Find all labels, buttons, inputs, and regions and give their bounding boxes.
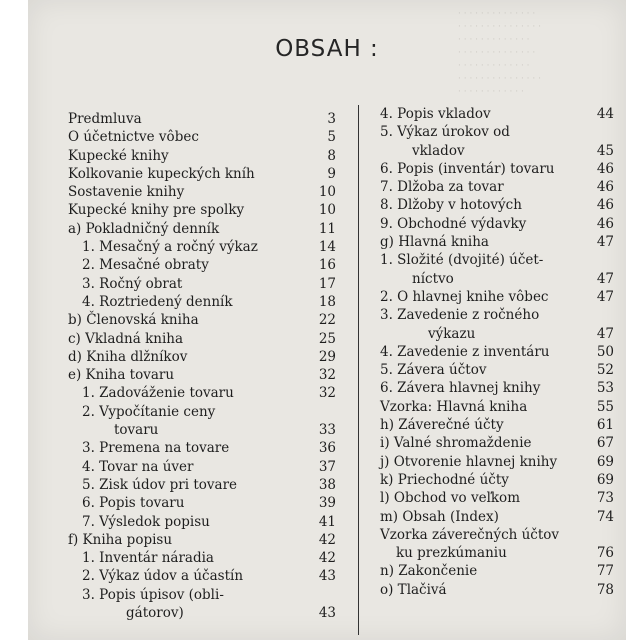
toc-entry-page: 45 xyxy=(596,142,614,159)
toc-entry-page: 46 xyxy=(596,179,614,196)
toc-entry-page: 47 xyxy=(596,325,614,342)
toc-entry-page: 29 xyxy=(318,348,336,365)
toc-entry-title: 2. O hlavnej knihe vôbec xyxy=(380,288,549,305)
toc-entry-title: Predmluva xyxy=(68,111,142,127)
toc-entry xyxy=(68,220,342,238)
toc-entry-page: 43 xyxy=(318,605,336,622)
toc-entry xyxy=(352,434,614,452)
toc-entry-title: 1. Mesačný a ročný výkaz xyxy=(82,239,258,256)
toc-entry-title: j) Otvorenie hlavnej knihy xyxy=(380,453,558,470)
toc-entry xyxy=(352,471,614,489)
toc-entry xyxy=(68,128,342,146)
toc-entry-title: 5. Výkaz úrokov od xyxy=(380,124,510,141)
toc-entry xyxy=(352,178,614,196)
toc-entry xyxy=(68,238,342,256)
toc-entry xyxy=(352,581,614,599)
toc-entry-title: tovaru xyxy=(114,422,159,439)
toc-entry xyxy=(352,288,614,306)
toc-entry-page: 22 xyxy=(318,312,336,329)
toc-entry-title: 2. Mesačné obraty xyxy=(82,257,209,274)
toc-entry xyxy=(352,343,614,361)
toc-entry-page: 73 xyxy=(596,490,614,507)
toc-entry-title: Kupecké knihy pre spolky xyxy=(68,202,245,219)
toc-entry-page: 9 xyxy=(327,165,336,182)
toc-entry-title: 1. Složité (dvojité) účet- xyxy=(380,252,544,269)
toc-entry-title: 4. Roztriedený denník xyxy=(82,293,233,310)
toc-entry-title: 2. Výkaz údov a účastín xyxy=(82,568,244,585)
toc-entry xyxy=(68,275,342,293)
toc-entry xyxy=(352,233,614,251)
toc-entry xyxy=(68,476,342,494)
toc-entry-title: 3. Premena na tovare xyxy=(82,440,230,457)
bleed-through-text: · · · · · · · · · · · · · · · · · · · · · · · · · · · · · · · · · · · · · · · · · · · · · · · · · · · · · · · · · · · · · · · · · · · · · · · · · · · · · · · · · · · · · · · · · · · · · · · · xyxy=(458,9,541,97)
toc-entry xyxy=(352,361,614,379)
toc-entry xyxy=(68,421,342,439)
toc-entry-title: e) Kniha tovaru xyxy=(68,367,175,384)
toc-entry xyxy=(352,416,614,434)
toc-entry-title: 7. Výsledok popisu xyxy=(82,513,210,530)
toc-entry xyxy=(352,196,614,214)
toc-entry-page: 50 xyxy=(596,343,614,360)
toc-entry-page: 37 xyxy=(318,458,336,475)
toc-entry-title: 4. Popis vkladov xyxy=(380,106,491,122)
toc-entry-title: 6. Popis tovaru xyxy=(82,495,185,512)
toc-entry-title: l) Obchod vo veľkom xyxy=(380,490,520,507)
toc-entry-title: g) Hlavná kniha xyxy=(380,234,489,251)
toc-entry-title: n) Zakončenie xyxy=(380,563,478,580)
toc-entry-title: f) Kniha popisu xyxy=(68,531,173,548)
toc-entry-title: d) Kniha dlžníkov xyxy=(68,348,188,365)
toc-entry xyxy=(68,110,342,128)
toc-entry-title: gátorov) xyxy=(126,605,184,622)
toc-entry xyxy=(68,348,342,366)
toc-entry-page: 53 xyxy=(596,380,614,397)
toc-entry-page: 10 xyxy=(318,184,336,201)
toc-left-column xyxy=(68,110,342,622)
page-title: OBSAH : xyxy=(275,36,379,62)
toc-entry xyxy=(68,147,342,165)
toc-entry-page: 11 xyxy=(318,220,336,237)
toc-entry-title: O účetnictve vôbec xyxy=(68,129,199,146)
toc-entry-title: 6. Závera hlavnej knihy xyxy=(380,380,541,397)
toc-entry-title: 3. Ročný obrat xyxy=(82,275,183,292)
toc-entry-page: 36 xyxy=(318,440,336,457)
toc-entry-title: níctvo xyxy=(412,270,454,287)
toc-entry-page: 55 xyxy=(596,398,614,415)
toc-entry-title: vkladov xyxy=(412,142,465,159)
toc-entry-page: 39 xyxy=(318,495,336,512)
toc-entry xyxy=(352,544,614,562)
toc-entry xyxy=(68,183,342,201)
toc-entry xyxy=(68,567,342,585)
toc-entry-page: 61 xyxy=(596,417,614,434)
toc-entry-page: 42 xyxy=(318,531,336,548)
toc-entry-title: i) Valné shromaždenie xyxy=(380,435,532,452)
toc-entry xyxy=(68,201,342,219)
toc-entry xyxy=(352,306,614,324)
toc-entry xyxy=(352,489,614,507)
toc-entry-title: h) Záverečné účty xyxy=(380,417,504,434)
toc-entry xyxy=(68,256,342,274)
toc-entry-page: 67 xyxy=(596,435,614,452)
toc-entry xyxy=(68,330,342,348)
toc-entry-page: 46 xyxy=(596,160,614,177)
toc-entry-page: 74 xyxy=(596,508,614,525)
toc-entry-title: 5. Závera účtov xyxy=(380,362,487,379)
toc-entry-page: 33 xyxy=(318,422,336,439)
toc-entry xyxy=(68,384,342,402)
toc-entry-title: c) Vkladná kniha xyxy=(68,330,184,347)
toc-entry-page: 47 xyxy=(596,288,614,305)
toc-entry-page: 32 xyxy=(318,367,336,384)
toc-entry-page: 69 xyxy=(596,453,614,470)
toc-entry xyxy=(352,562,614,580)
toc-entry-page: 8 xyxy=(327,147,336,164)
toc-entry-title: ku prezkúmaniu xyxy=(396,545,507,562)
toc-entry-page: 14 xyxy=(318,239,336,256)
toc-entry-page: 76 xyxy=(596,545,614,562)
toc-entry-page: 16 xyxy=(318,257,336,274)
toc-entry-title: Sostavenie knihy xyxy=(68,184,185,201)
toc-entry-title: 3. Popis úpisov (obli- xyxy=(82,586,224,603)
toc-right-column xyxy=(352,105,614,599)
toc-entry-title: 6. Popis (inventár) tovaru xyxy=(380,160,555,177)
toc-entry xyxy=(352,325,614,343)
toc-entry-title: 7. Dlžoba za tovar xyxy=(380,179,504,196)
toc-entry-title: 5. Zisk údov pri tovare xyxy=(82,476,238,493)
toc-entry xyxy=(68,549,342,567)
toc-entry-page: 69 xyxy=(596,471,614,488)
toc-entry-title: 1. Zadováženie tovaru xyxy=(82,385,234,402)
toc-entry-title: 4. Tovar na úver xyxy=(82,458,194,475)
toc-entry xyxy=(68,604,342,622)
toc-entry xyxy=(352,105,614,123)
toc-entry-title: o) Tlačivá xyxy=(380,581,447,598)
toc-entry-title: Vzorka: Hlavná kniha xyxy=(380,398,528,415)
toc-entry-page: 5 xyxy=(327,129,336,146)
toc-entry-page: 38 xyxy=(318,476,336,493)
toc-entry xyxy=(352,215,614,233)
toc-entry-page: 47 xyxy=(596,270,614,287)
toc-entry-page: 47 xyxy=(596,234,614,251)
toc-entry-title: 2. Vypočítanie ceny xyxy=(82,403,216,420)
book-page xyxy=(28,0,626,640)
toc-entry xyxy=(68,513,342,531)
toc-entry-page: 42 xyxy=(318,550,336,567)
toc-entry-page: 78 xyxy=(596,581,614,598)
toc-entry-title: Kolkovanie kupeckých kníh xyxy=(68,165,255,182)
toc-entry-page: 46 xyxy=(596,215,614,232)
toc-entry xyxy=(352,160,614,178)
toc-entry-page: 77 xyxy=(596,563,614,580)
toc-entry-title: a) Pokladničný denník xyxy=(68,220,220,237)
toc-entry-page: 10 xyxy=(318,202,336,219)
toc-entry-title: 9. Obchodné výdavky xyxy=(380,215,527,232)
toc-entry-page: 3 xyxy=(327,111,336,127)
toc-entry xyxy=(68,311,342,329)
toc-entry-title: Kupecké knihy xyxy=(68,147,169,164)
toc-entry xyxy=(68,293,342,311)
toc-entry-page: 44 xyxy=(596,106,614,122)
toc-entry-title: b) Členovská kniha xyxy=(68,312,199,329)
toc-entry xyxy=(68,403,342,421)
toc-entry-page: 41 xyxy=(318,513,336,530)
toc-entry xyxy=(352,526,614,544)
toc-entry xyxy=(68,458,342,476)
toc-entry-page: 32 xyxy=(318,385,336,402)
toc-entry-page: 18 xyxy=(318,293,336,310)
toc-entry xyxy=(68,366,342,384)
toc-entry xyxy=(352,453,614,471)
toc-entry xyxy=(352,270,614,288)
toc-entry-title: Vzorka záverečných účtov xyxy=(380,526,560,543)
toc-entry xyxy=(352,379,614,397)
toc-entry-page: 46 xyxy=(596,197,614,214)
toc-entry-title: 3. Zavedenie z ročného xyxy=(380,307,540,324)
toc-entry xyxy=(68,165,342,183)
toc-entry-title: m) Obsah (Index) xyxy=(380,508,499,525)
toc-entry-title: k) Priechodné účty xyxy=(380,471,509,488)
toc-entry-page: 43 xyxy=(318,568,336,585)
toc-entry xyxy=(352,142,614,160)
toc-entry-title: 8. Dlžoby v hotových xyxy=(380,197,522,214)
toc-entry xyxy=(68,439,342,457)
toc-entry xyxy=(352,508,614,526)
toc-entry-title: výkazu xyxy=(428,325,476,342)
toc-entry-page: 52 xyxy=(596,362,614,379)
toc-entry xyxy=(68,531,342,549)
toc-entry-page: 17 xyxy=(318,275,336,292)
toc-entry-page: 25 xyxy=(318,330,336,347)
toc-entry xyxy=(352,123,614,141)
toc-entry xyxy=(352,251,614,269)
toc-entry-title: 4. Zavedenie z inventáru xyxy=(380,343,550,360)
toc-entry xyxy=(68,586,342,604)
toc-entry xyxy=(68,494,342,512)
toc-entry-title: 1. Inventár náradia xyxy=(82,550,214,567)
toc-entry xyxy=(352,398,614,416)
